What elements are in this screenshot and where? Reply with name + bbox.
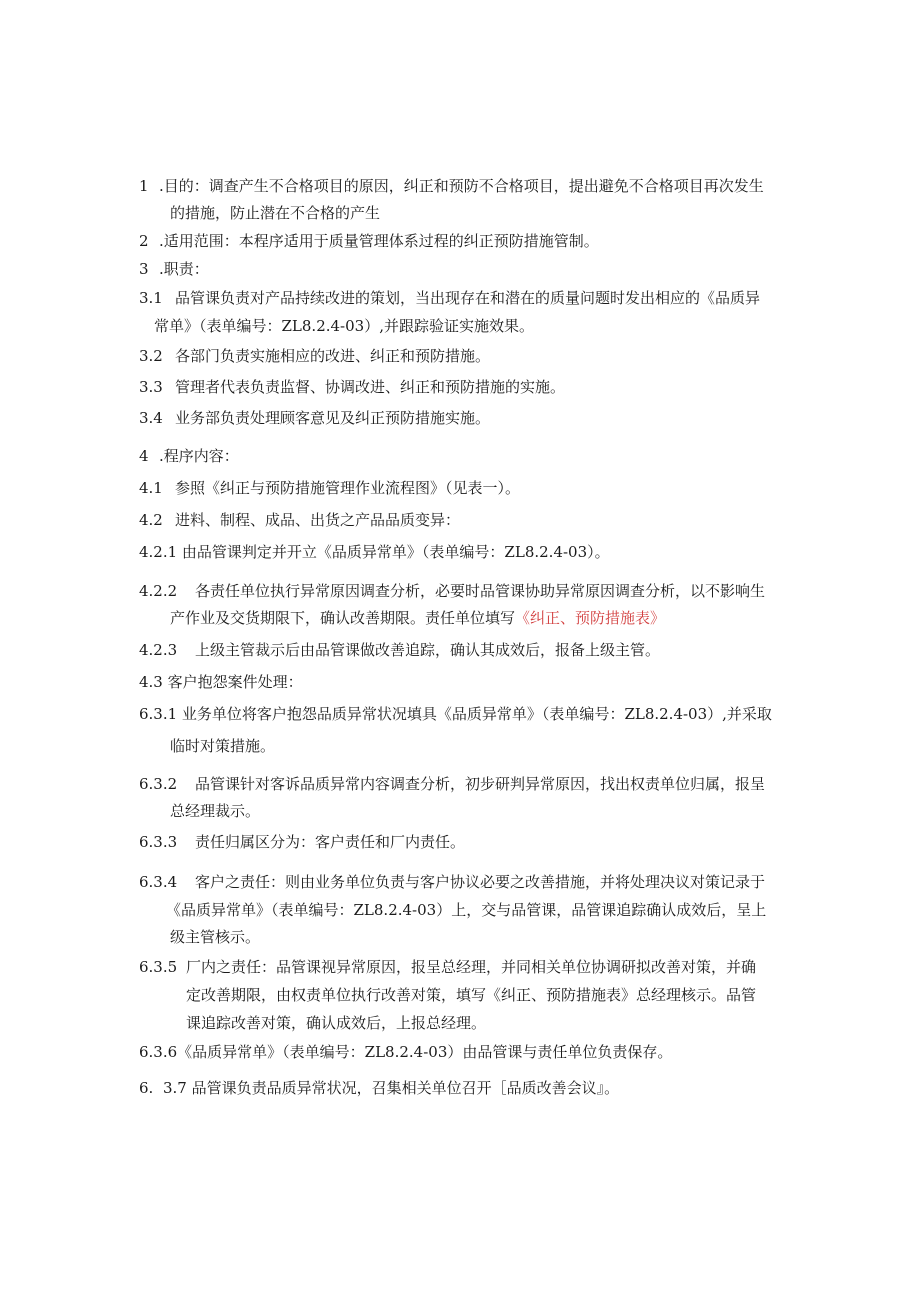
- section-6-3-7: [139, 1078, 619, 1098]
- section-3-2-text: 各部门负责实施相应的改进、纠正和预防措施。: [175, 347, 491, 365]
- section-6-3-1-line-1: 6.3.1 业务单位将客户抱怨品质异常状况填具《品质异常单》（表单编号：ZL8.2.4-03）,并采取: [139, 705, 772, 723]
- section-6-3-5-line-3: 课追踪改善对策，确认成效后，上报总经理。: [186, 1014, 487, 1032]
- section-6-3-5-text: 厂内之责任：品管课视异常原因，报呈总经理，并同相关单位协调研拟改善对策，并确: [186, 958, 757, 976]
- section-number: 6.: [139, 1079, 154, 1097]
- section-4-text: .程序内容：: [159, 447, 239, 465]
- section-4-3: 4.3 客户抱怨案件处理：: [139, 673, 303, 691]
- section-number: 4.2.2: [139, 582, 178, 600]
- section-1-line-2: 的措施，防止潜在不合格的产生: [170, 204, 381, 222]
- section-4: [139, 446, 239, 466]
- section-6-3-2-line-2: 总经理裁示。: [170, 802, 261, 820]
- section-number: 6.3.5: [139, 958, 178, 976]
- section-4-2-2-line-2: [170, 608, 665, 628]
- section-3-4-text: 业务部负责处理顾客意见及纠正预防措施实施。: [175, 409, 491, 427]
- section-4-1: [139, 478, 520, 498]
- section-6-3-1-line-2: 临时对策措施。: [170, 737, 276, 755]
- section-6-3-4-line-3: 级主管核示。: [170, 928, 261, 946]
- section-number: 3: [139, 260, 149, 278]
- section-4-2-1: 4.2.1 由品管课判定并开立《品质异常单》（表单编号：ZL8.2.4-03）。: [139, 543, 610, 561]
- section-4-1-text: 参照《纠正与预防措施管理作业流程图》（见表一）。: [175, 479, 521, 497]
- section-number: 6.3.3: [139, 833, 178, 851]
- section-4-2: [139, 510, 460, 530]
- section-3-3: [139, 377, 565, 397]
- corrective-action-form-link[interactable]: 《纠正、预防措施表》: [515, 609, 666, 627]
- section-number: 4.1: [139, 479, 163, 497]
- section-3-1-line-2: 常单》（表单编号：ZL8.2.4-03）,并跟踪验证实施效果。: [154, 317, 534, 335]
- section-3-3-text: 管理者代表负责监督、协调改进、纠正和预防措施的实施。: [175, 378, 566, 396]
- section-number: 6.3.2: [139, 775, 178, 793]
- section-6-3-4-line-2: 《品质异常单》（表单编号：ZL8.2.4-03）上，交与品管课，品管课追踪确认成效后，呈上: [166, 901, 767, 919]
- section-6-3-5-line-1: [139, 957, 756, 977]
- section-number: 6.3.4: [139, 873, 178, 891]
- section-3-text: .职责：: [159, 260, 209, 278]
- section-4-2-2-text: 各责任单位执行异常原因调查分析，必要时品管课协助异常原因调查分析，以不影响生: [195, 582, 766, 600]
- section-3-4: [139, 408, 490, 428]
- section-2: [139, 231, 599, 251]
- section-number: 4.2.3: [139, 641, 178, 659]
- section-4-2-2-text: 产作业及交货期限下，确认改善期限。责任单位填写: [170, 609, 516, 627]
- section-6-3-2-line-1: [139, 774, 765, 794]
- section-6-3-2-text: 品管课针对客诉品质异常内容调查分析，初步研判异常原因，找出权责单位归属，报呈: [195, 775, 766, 793]
- section-6-3-7-text: 3.7 品管课负责品质异常状况，召集相关单位召开［品质改善会议』。: [163, 1079, 620, 1097]
- section-6-3-6: 6.3.6《品质异常单》（表单编号：ZL8.2.4-03）由品管课与责任单位负责保存。: [139, 1043, 673, 1061]
- section-number: 4.2: [139, 511, 163, 529]
- section-number: 3.1: [139, 289, 163, 307]
- section-4-2-2-line-1: [139, 581, 765, 601]
- section-3-1-text: 品管课负责对产品持续改进的策划，当出现存在和潜在的质量问题时发出相应的《品质异: [175, 289, 761, 307]
- section-number: 1: [139, 177, 149, 195]
- section-number: 3.3: [139, 378, 163, 396]
- section-2-text: .适用范围：本程序适用于质量管理体系过程的纠正预防措施管制。: [159, 232, 599, 250]
- section-6-3-3-text: 责任归属区分为：客户责任和厂内责任。: [195, 833, 466, 851]
- section-6-3-5-line-2: 定改善期限，由权责单位执行改善对策，填写《纠正、预防措施表》总经理核示。品管: [186, 986, 757, 1004]
- section-6-3-4-text: 客户之责任：则由业务单位负责与客户协议必要之改善措施，并将处理决议对策记录于: [195, 873, 766, 891]
- section-1-line-1: [139, 176, 764, 196]
- section-4-2-3-text: 上级主管裁示后由品管课做改善追踪，确认其成效后，报备上级主管。: [195, 641, 661, 659]
- section-4-2-text: 进料、制程、成品、出货之产品品质变异：: [175, 511, 461, 529]
- section-6-3-3: [139, 832, 465, 852]
- section-3-2: [139, 346, 490, 366]
- section-6-3-4-line-1: [139, 872, 765, 892]
- section-number: 3.2: [139, 347, 163, 365]
- section-number: 2: [139, 232, 149, 250]
- section-number: 4: [139, 447, 149, 465]
- section-3: [139, 259, 209, 279]
- section-1-text: .目的：调查产生不合格项目的原因，纠正和预防不合格项目，提出避免不合格项目再次发生: [159, 177, 764, 195]
- section-number: 3.4: [139, 409, 163, 427]
- section-4-2-3: [139, 640, 660, 660]
- section-3-1-line-1: [139, 288, 760, 308]
